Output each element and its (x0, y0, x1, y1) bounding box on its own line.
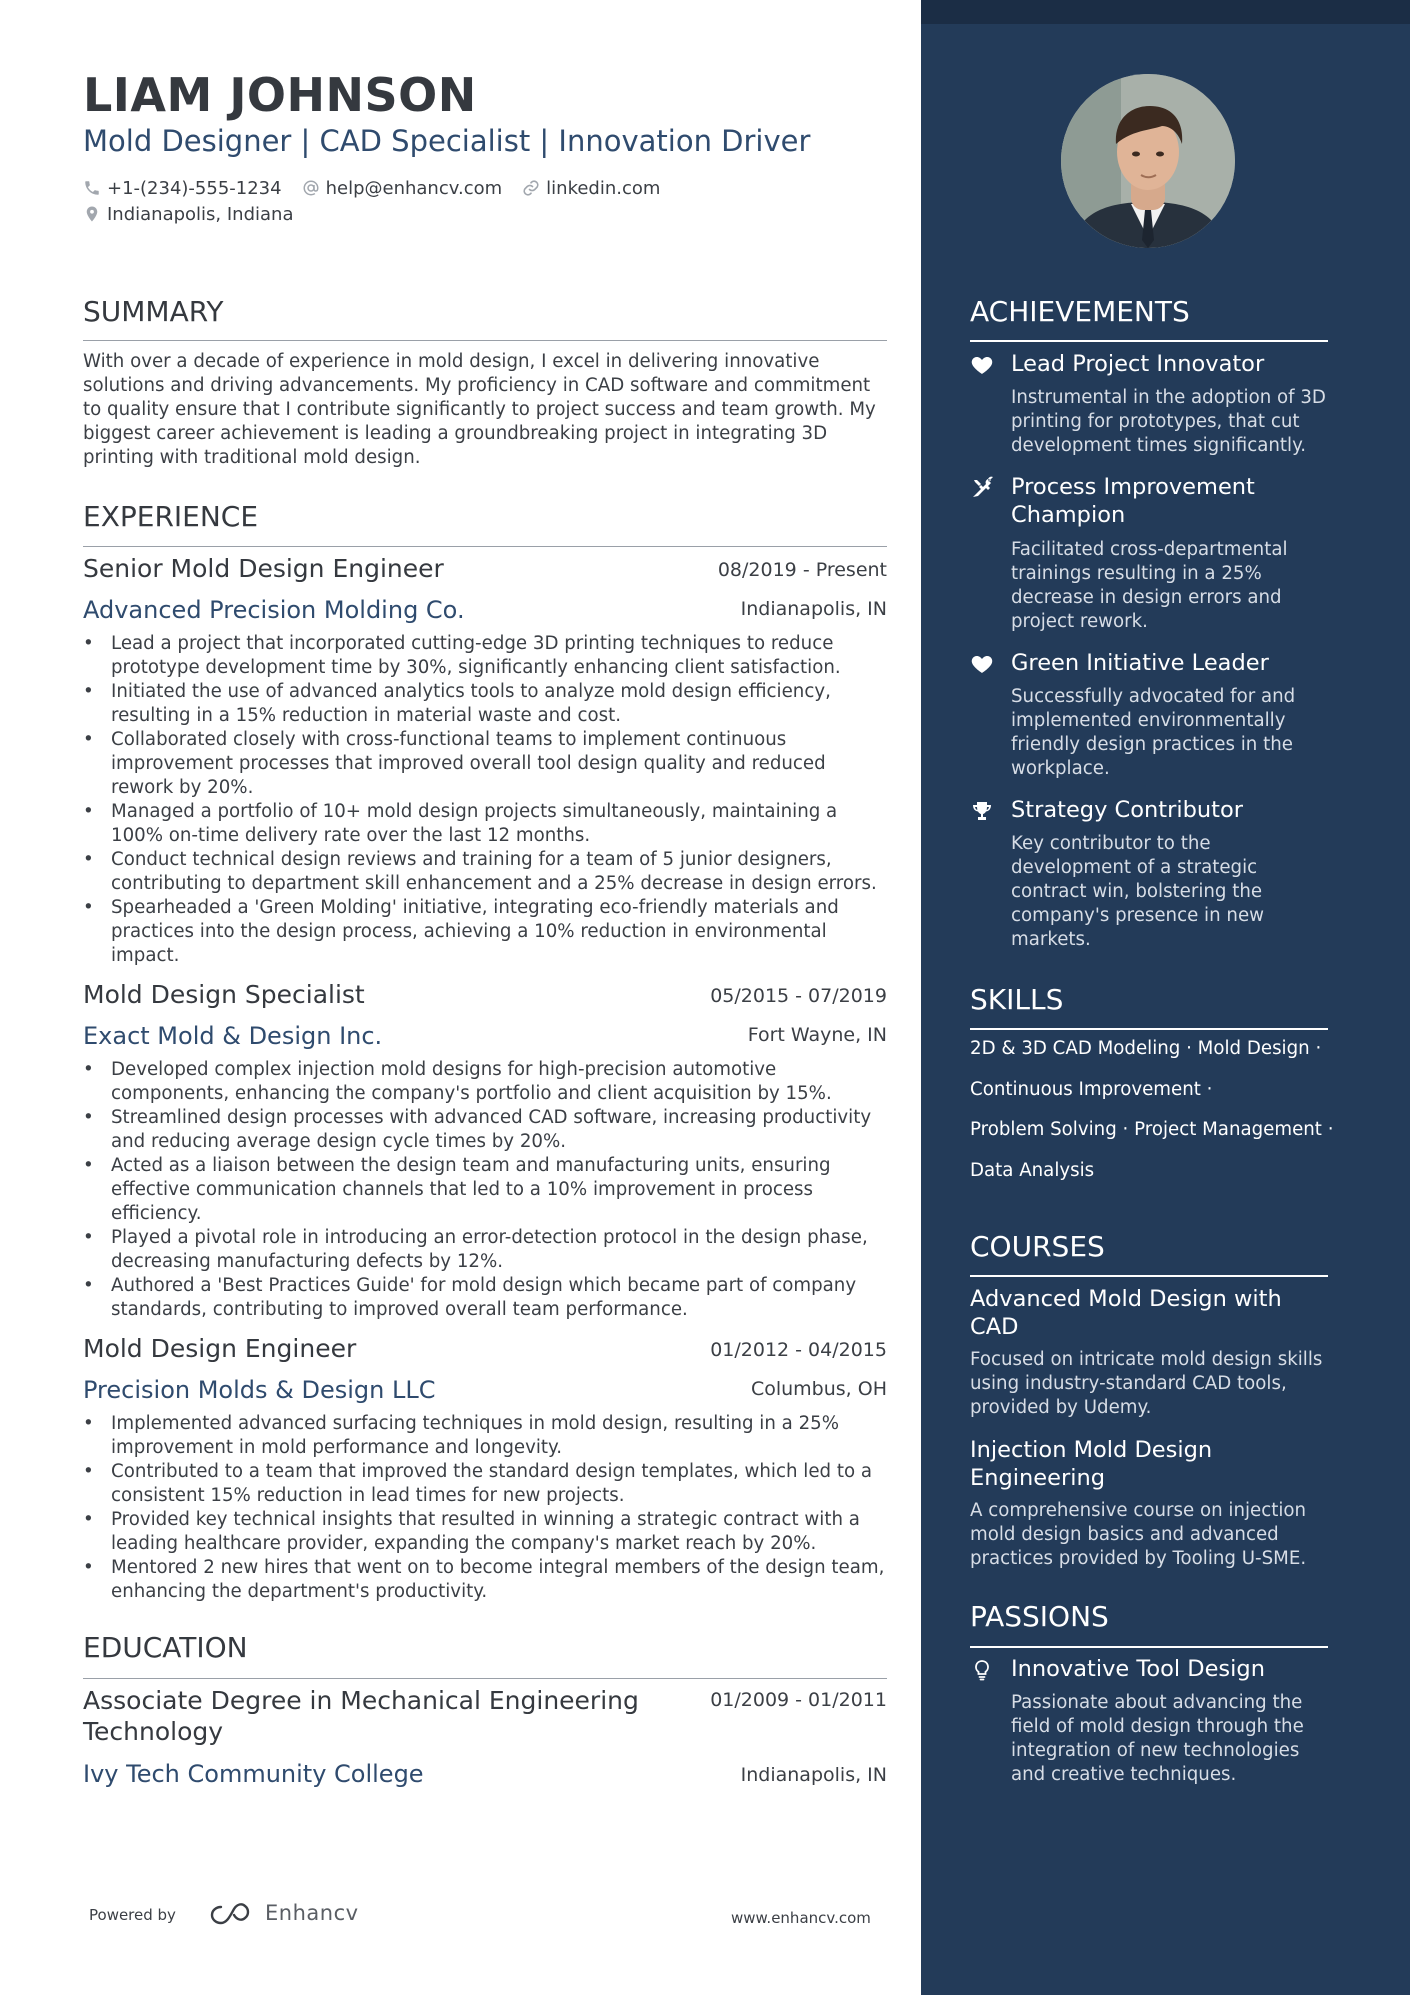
passion-title: Innovative Tool Design (1011, 1656, 1265, 1682)
achievement-title: Green Initiative Leader (1011, 650, 1269, 676)
job-bullet: • Contributed to a team that improved the standard design templates, which led to a consistent 15% reduction in lead times for new projects. (83, 1460, 887, 1508)
heart-icon (970, 652, 994, 676)
job-bullet: • Conduct technical design reviews and training for a team of 5 junior designers, contributing to department skill enhancement and a 25% decrease in design errors. (83, 848, 887, 896)
achievement-title: Process Improvement Champion (1011, 474, 1255, 528)
job-location: Columbus, OH (750, 1378, 887, 1400)
job-dates: 05/2015 - 07/2019 (710, 985, 887, 1007)
skills-divider (970, 1028, 1328, 1030)
course-description: Focused on intricate mold design skills using industry-standard CAD tools, provided by Udemy. (970, 1349, 1323, 1418)
course-title: Injection Mold Design Engineering (970, 1437, 1213, 1491)
job-company: Precision Molds & Design LLC (83, 1376, 436, 1404)
education-dates: 01/2009 - 01/2011 (710, 1689, 887, 1711)
education-school: Ivy Tech Community College (83, 1760, 424, 1788)
job-location: Fort Wayne, IN (747, 1024, 887, 1046)
achievements-heading: ACHIEVEMENTS (970, 295, 1190, 328)
job-dates: 08/2019 - Present (717, 559, 887, 581)
job-dates: 01/2012 - 04/2015 (710, 1339, 887, 1361)
skills-line: Problem Solving · Project Management · (970, 1119, 1334, 1140)
skills-heading: SKILLS (970, 983, 1064, 1016)
job-bullet: • Authored a 'Best Practices Guide' for mold design which became part of company standards, contributing to improved overall team performance. (83, 1274, 887, 1322)
job-bullet: • Streamlined design processes with advanced CAD software, increasing productivity and reducing average design cycle times by 20%. (83, 1106, 887, 1154)
achievement-description: Instrumental in the adoption of 3D printing for prototypes, that cut development times significantly. (1011, 387, 1326, 456)
passion-description: Passionate about advancing the field of mold design through the integration of new technologies and creative techniques. (1011, 1692, 1304, 1785)
job-bullet: • Spearheaded a 'Green Molding' initiative, integrating eco-friendly materials and practices into the design process, achieving a 10% reduction in environmental impact. (83, 896, 887, 968)
education-heading: EDUCATION (83, 1631, 248, 1664)
link-icon (522, 179, 540, 197)
tools-icon (970, 476, 994, 500)
job-bullets (83, 1058, 887, 1322)
contact-info (83, 175, 680, 227)
achievement-description: Facilitated cross-departmental trainings resulting in a 25% decrease in design errors and project rework. (1011, 539, 1288, 632)
achievement-title: Strategy Contributor (1011, 797, 1243, 823)
candidate-headline: Mold Designer | CAD Specialist | Innovation Driver (83, 124, 811, 158)
job-bullet: • Played a pivotal role in introducing an error-detection protocol in the design phase, decreasing manufacturing defects by 12%. (83, 1226, 887, 1274)
job-title: Mold Design Specialist (83, 980, 365, 1009)
education-degree: Associate Degree in Mechanical Engineering Technology (83, 1686, 639, 1746)
lightbulb-icon (970, 1658, 994, 1682)
trophy-icon (970, 799, 994, 823)
achievement-title: Lead Project Innovator (1011, 351, 1265, 377)
education-divider (83, 1678, 887, 1679)
course-description: A comprehensive course on injection mold design basics and advanced practices provided by Tooling U-SME. (970, 1500, 1307, 1569)
skills-line: Continuous Improvement · (970, 1079, 1213, 1100)
courses-heading: COURSES (970, 1230, 1105, 1263)
job-bullet: • Acted as a liaison between the design team and manufacturing units, ensuring effective communication channels that led to a 10% improvement in process efficiency. (83, 1154, 887, 1226)
profile-photo (1061, 74, 1235, 248)
footer-powered-by: Powered by (89, 1906, 176, 1924)
achievements-divider (970, 340, 1328, 342)
phone-contact[interactable] (83, 178, 282, 199)
job-bullet: • Lead a project that incorporated cutting-edge 3D printing techniques to reduce prototype development time by 30%, significantly enhancing client satisfaction. (83, 632, 887, 680)
sidebar-top-bar (921, 0, 1410, 24)
footer-url[interactable]: www.enhancv.com (731, 1909, 871, 1927)
email-text: help@enhancv.com (325, 177, 503, 199)
job-bullets (83, 632, 887, 968)
job-bullet: • Implemented advanced surfacing techniques in mold design, resulting in a 25% improvement in mold performance and longevity. (83, 1412, 887, 1460)
achievement-description: Successfully advocated for and implemented environmentally friendly design practices in the workplace. (1011, 686, 1296, 779)
job-company: Exact Mold & Design Inc. (83, 1022, 383, 1050)
skills-line: Data Analysis (970, 1160, 1095, 1181)
at-icon (302, 179, 320, 197)
location-pin-icon (83, 205, 101, 223)
phone-icon (83, 179, 101, 197)
job-location: Indianapolis, IN (740, 598, 887, 620)
summary-heading: SUMMARY (83, 295, 224, 328)
summary-divider (83, 340, 887, 341)
job-title: Senior Mold Design Engineer (83, 554, 444, 583)
footer-brand: Enhancv (265, 1901, 359, 1925)
job-bullet: • Developed complex injection mold designs for high-precision automotive components, enhancing the company's portfolio and client acquisition by 15%. (83, 1058, 887, 1106)
enhancv-logo-icon (207, 1901, 257, 1929)
job-bullet: • Managed a portfolio of 10+ mold design projects simultaneously, maintaining a 100% on-time delivery rate over the last 12 months. (83, 800, 887, 848)
experience-heading: EXPERIENCE (83, 500, 259, 533)
course-title: Advanced Mold Design with CAD (970, 1286, 1282, 1340)
link-text: linkedin.com (546, 177, 661, 199)
courses-divider (970, 1275, 1328, 1277)
education-location: Indianapolis, IN (740, 1764, 887, 1786)
experience-divider (83, 546, 887, 547)
job-bullets (83, 1412, 887, 1604)
avatar (1061, 74, 1235, 248)
email-contact[interactable] (302, 178, 503, 199)
link-contact[interactable] (522, 178, 660, 199)
location-contact (83, 204, 294, 225)
job-company: Advanced Precision Molding Co. (83, 596, 465, 624)
candidate-name: LIAM JOHNSON (83, 68, 477, 122)
job-bullet: • Provided key technical insights that resulted in winning a strategic contract with a leading healthcare provider, expanding the company's market reach by 20%. (83, 1508, 887, 1556)
job-bullet: • Mentored 2 new hires that went on to become integral members of the design team, enhancing the department's productivity. (83, 1556, 887, 1604)
phone-text: +1-(234)-555-1234 (107, 177, 282, 199)
passions-divider (970, 1646, 1328, 1648)
summary-text: With over a decade of experience in mold design, I excel in delivering innovative solutions and driving advancements. My proficiency in CAD software and commitment to quality ensure that I contribute significantly to project success and team growth. My biggest career achievement is leading a groundbreaking project in integrating 3D printing with traditional mold design. (83, 351, 876, 468)
heart-icon (970, 353, 994, 377)
job-bullet: • Initiated the use of advanced analytics tools to analyze mold design efficiency, resulting in a 15% reduction in material waste and cost. (83, 680, 887, 728)
passions-heading: PASSIONS (970, 1600, 1109, 1633)
skills-line: 2D & 3D CAD Modeling · Mold Design · (970, 1038, 1322, 1059)
location-text: Indianapolis, Indiana (107, 203, 294, 225)
job-bullet: • Collaborated closely with cross-functional teams to implement continuous improvement processes that improved overall tool design quality and reduced rework by 20%. (83, 728, 887, 800)
job-title: Mold Design Engineer (83, 1334, 357, 1363)
achievement-description: Key contributor to the development of a strategic contract win, bolstering the company's presence in new markets. (1011, 833, 1265, 950)
